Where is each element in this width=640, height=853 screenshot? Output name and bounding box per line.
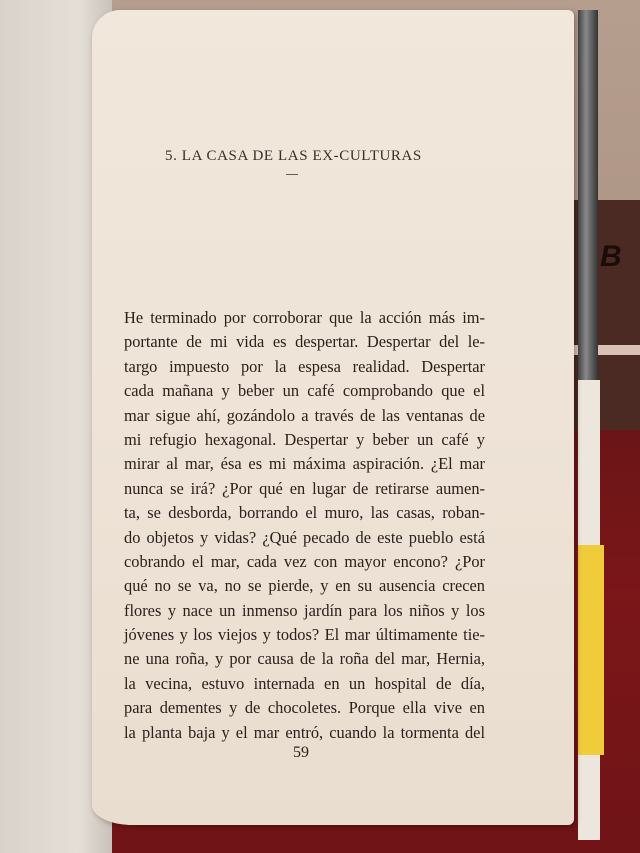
- text-line: cobrando el mar, cada vez con mayor encono? ¿Por: [124, 551, 485, 571]
- text-line: ta, se desborda, borrando el muro, las casas, roban-: [124, 503, 485, 523]
- text-line: la planta baja y el mar entró, cuando la tormenta del: [124, 722, 485, 742]
- chapter-title-rule: [286, 174, 298, 175]
- text-line: mirar al mar, ésa es mi máxima aspiración. ¿El mar: [124, 454, 485, 474]
- text-line: la vecina, estuvo internada en un hospital de día,: [124, 673, 485, 693]
- text-line: ne una roña, y por causa de la roña del mar, Hernia,: [124, 649, 485, 669]
- text-line: cada mañana y beber un café comprobando que el: [124, 381, 485, 401]
- text-line: He terminado por corroborar que la acción más im-: [124, 308, 485, 327]
- book-cover-yellow-band: [578, 545, 604, 755]
- background-box-letter: B: [600, 240, 622, 273]
- text-line: nunca se irá? ¿Por qué en lugar de retirarse aumen-: [124, 478, 485, 498]
- text-line: mar sigue ahí, gozándolo a través de las ventanas de: [124, 405, 485, 425]
- text-line: portante de mi vida es despertar. Despertar del le-: [124, 332, 485, 352]
- text-line: mi refugio hexagonal. Despertar y beber un café y: [124, 429, 485, 449]
- book-cover-edge: [578, 10, 598, 380]
- text-line: para dementes y de chocoletes. Porque ella vive en: [124, 698, 485, 718]
- text-line: targo impuesto por la espesa realidad. Despertar: [124, 356, 485, 376]
- body-text: [124, 306, 485, 745]
- text-line: jóvenes y los viejos y todos? El mar últimamente tie-: [124, 625, 485, 645]
- page-number: 59: [293, 744, 309, 761]
- chapter-title: 5. LA CASA DE LAS EX-CULTURAS: [165, 148, 422, 164]
- text-line: flores y nace un inmenso jardín para los niños y los: [124, 600, 485, 620]
- text-line: do objetos y vidas? ¿Qué pecado de este pueblo está: [124, 527, 485, 547]
- text-line: qué no se va, no se pierde, y en su ausencia crecen: [124, 576, 485, 596]
